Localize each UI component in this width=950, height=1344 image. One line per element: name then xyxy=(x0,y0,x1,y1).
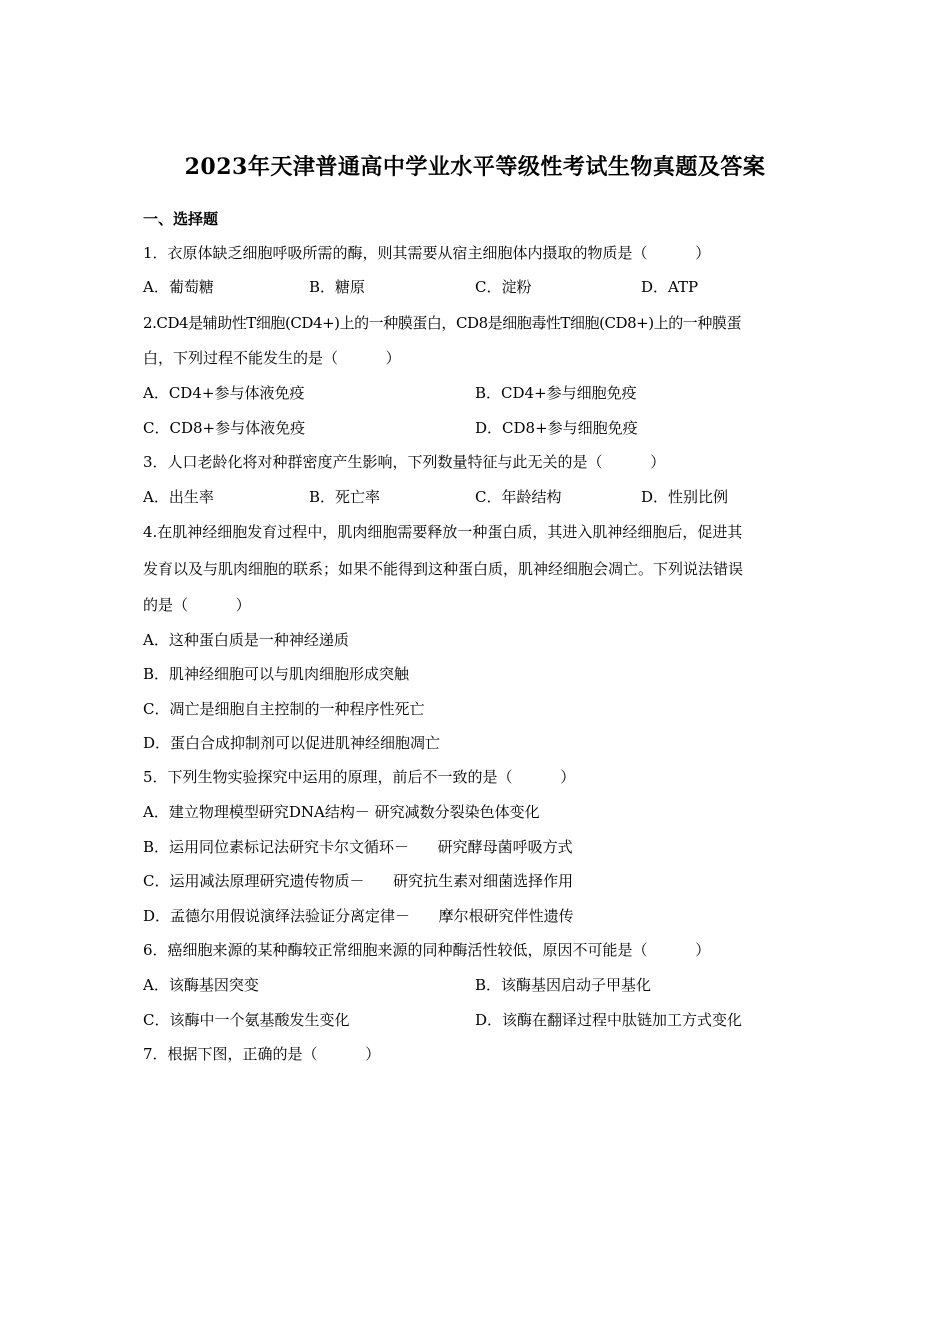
question-2-option-c: C．CD8+参与体液免疫 xyxy=(143,419,306,437)
question-5-option-a: A．建立物理模型研究DNA结构－ 研究减数分裂染色体变化 xyxy=(143,803,540,821)
question-3-option-d: D．性别比例 xyxy=(641,488,729,506)
question-5-option-c: C．运用减法原理研究遗传物质－ 研究抗生素对细菌选择作用 xyxy=(143,872,574,890)
question-4-stem-line-1: 4.在肌神经细胞发育过程中，肌肉细胞需要释放一种蛋白质，其进入肌神经细胞后，促进其 xyxy=(143,523,743,541)
question-1-option-d: D．ATP xyxy=(641,278,699,296)
question-6-option-a: A．该酶基因突变 xyxy=(143,976,259,994)
question-5-option-d: D．孟德尔用假说演绎法验证分离定律－ 摩尔根研究伴性遗传 xyxy=(143,907,574,925)
question-4-option-d: D．蛋白合成抑制剂可以促进肌神经细胞凋亡 xyxy=(143,734,441,752)
question-3-option-c: C．年龄结构 xyxy=(475,488,562,506)
question-1-stem: 1．衣原体缺乏细胞呼吸所需的酶，则其需要从宿主细胞体内摄取的物质是（ ） xyxy=(143,244,711,262)
question-4-option-c: C．凋亡是细胞自主控制的一种程序性死亡 xyxy=(143,700,425,718)
question-1-option-c: C．淀粉 xyxy=(475,278,532,296)
question-1-option-a: A．葡萄糖 xyxy=(143,278,214,296)
question-2-option-b: B．CD4+参与细胞免疫 xyxy=(475,384,637,402)
question-6-stem: 6．癌细胞来源的某种酶较正常细胞来源的同种酶活性较低，原因不可能是（ ） xyxy=(143,941,711,959)
question-2-option-d: D．CD8+参与细胞免疫 xyxy=(475,419,638,437)
question-4-stem-line-2: 发育以及与肌肉细胞的联系；如果不能得到这种蛋白质，肌神经细胞会凋亡。下列说法错误 xyxy=(143,560,744,578)
question-5-option-b: B．运用同位素标记法研究卡尔文循环－ 研究酵母菌呼吸方式 xyxy=(143,838,573,856)
question-2-stem-line-2: 白，下列过程不能发生的是（ ） xyxy=(143,349,401,367)
question-3-stem: 3．人口老龄化将对种群密度产生影响，下列数量特征与此无关的是（ ） xyxy=(143,453,666,471)
question-3-option-a: A．出生率 xyxy=(143,488,214,506)
question-4-option-b: B．肌神经细胞可以与肌肉细胞形成突触 xyxy=(143,665,410,683)
question-4-option-a: A．这种蛋白质是一种神经递质 xyxy=(143,631,349,649)
question-6-option-b: B．该酶基因启动子甲基化 xyxy=(475,976,652,994)
question-7-stem: 7．根据下图，正确的是（ ） xyxy=(143,1045,381,1063)
section-heading: 一、选择题 xyxy=(143,210,219,228)
question-6-option-c: C．该酶中一个氨基酸发生变化 xyxy=(143,1011,350,1029)
page-title: 2023年天津普通高中学业水平等级性考试生物真题及答案 xyxy=(184,154,766,180)
question-3-option-b: B．死亡率 xyxy=(309,488,381,506)
question-4-stem-line-3: 的是（ ） xyxy=(143,596,251,614)
question-2-option-a: A．CD4+参与体液免疫 xyxy=(143,384,305,402)
question-6-option-d: D．该酶在翻译过程中肽链加工方式变化 xyxy=(475,1011,743,1029)
question-5-stem: 5．下列生物实验探究中运用的原理，前后不一致的是（ ） xyxy=(143,768,576,786)
question-1-option-b: B．糖原 xyxy=(309,278,366,296)
question-2-stem-line-1: 2.CD4是辅助性T细胞(CD4+)上的一种膜蛋白，CD8是细胞毒性T细胞(CD8+)上的一种膜蛋 xyxy=(143,314,742,332)
